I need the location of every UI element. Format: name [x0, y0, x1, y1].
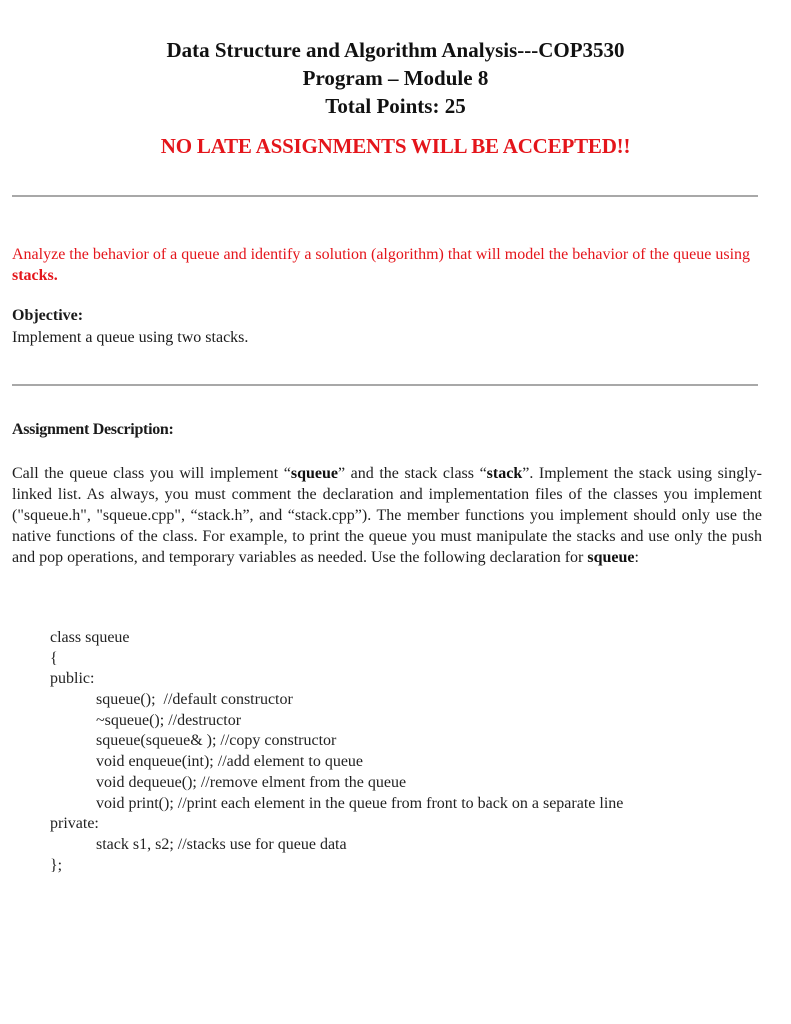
document-header — [0, 36, 791, 120]
code-line: squeue(); //default constructor — [96, 691, 293, 709]
desc-text-3: ”. Implement the stack using singly-linked list. As always, you must comment the declaration and implementation files of the classes you implement ("squeue.h", "squeue.cpp", “stack.h”, and “stack.cpp”). The member functions you implement should only use the native functions of the class. For example, to print the queue you must manipulate the stacks and use only the push and pop operations, and temporary variables as needed. Use the following declaration for — [12, 465, 763, 566]
divider-top — [12, 195, 758, 197]
code-line: void enqueue(int); //add element to queue — [96, 753, 364, 771]
code-line: private: — [50, 815, 99, 833]
intro-text: Analyze the behavior of a queue and identify a solution (algorithm) that will model the behavior of the queue using — [12, 246, 751, 263]
code-line: void print(); //print each element in the queue from front to back on a separate line — [96, 794, 624, 812]
code-line: stack s1, s2; //stacks use for queue data — [96, 835, 347, 853]
desc-bold-squeue: squeue — [290, 465, 339, 482]
intro-paragraph — [12, 244, 762, 286]
code-line: squeue(squeue& ); //copy constructor — [96, 732, 337, 750]
class-declaration — [50, 628, 623, 876]
desc-text-4: : — [634, 549, 639, 566]
program-module: Program – Module 8 — [302, 66, 489, 90]
total-points: Total Points: 25 — [325, 94, 466, 118]
code-line: { — [50, 649, 58, 667]
intro-bold: stacks. — [12, 267, 58, 284]
desc-text-2: ” and the stack class “ — [338, 465, 487, 482]
code-line: ~squeue(); //destructor — [96, 711, 242, 729]
desc-text-1: Call the queue class you will implement “ — [12, 465, 291, 482]
desc-bold-stack: stack — [486, 465, 523, 482]
divider-middle — [12, 384, 758, 386]
objective-text: Implement a queue using two stacks. — [12, 329, 249, 346]
objective-heading: Objective: — [12, 307, 84, 324]
assignment-heading: Assignment Description: — [12, 421, 174, 438]
code-line: void dequeue(); //remove elment from the queue — [96, 773, 407, 791]
late-warning: NO LATE ASSIGNMENTS WILL BE ACCEPTED!! — [160, 134, 631, 158]
course-title: Data Structure and Algorithm Analysis---COP3530 — [166, 38, 625, 62]
code-line: public: — [50, 670, 95, 688]
code-line: class squeue — [50, 629, 130, 646]
code-line: }; — [50, 856, 63, 874]
desc-bold-squeue-2: squeue — [587, 549, 635, 566]
assignment-description — [12, 463, 762, 568]
